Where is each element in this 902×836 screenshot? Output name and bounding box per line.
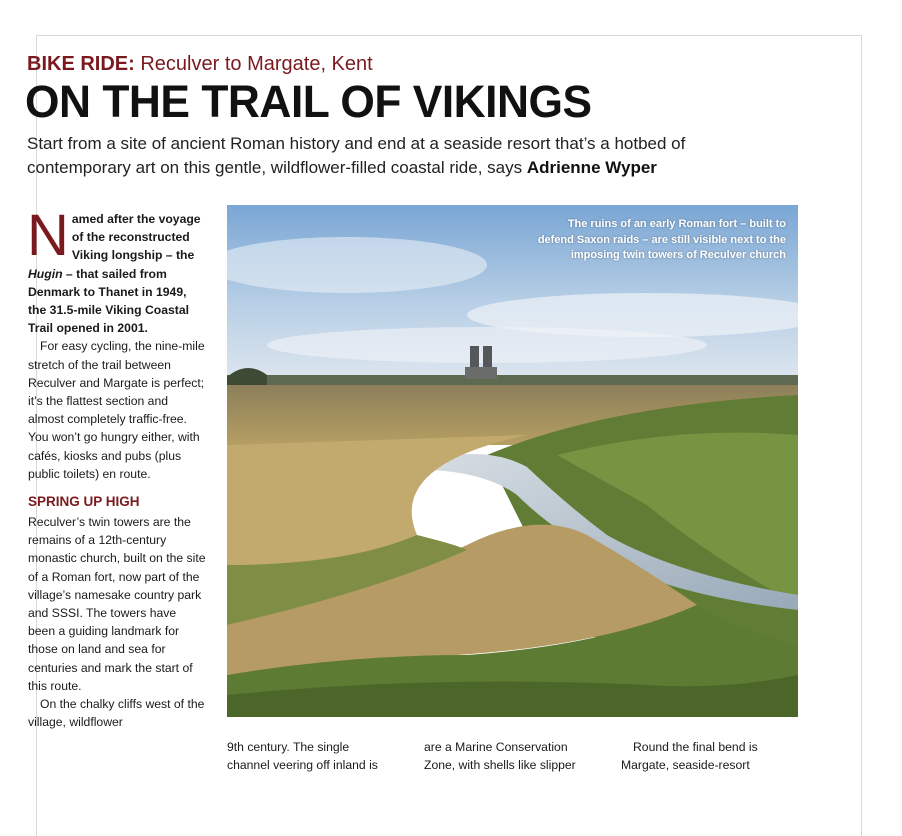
- bottom-column-1: [227, 738, 387, 774]
- intro-italic: Hugin: [28, 266, 63, 281]
- bottom-text-1: 9th century. The single channel veering off inland is: [227, 740, 378, 773]
- standfirst: [27, 132, 727, 180]
- bottom-column-3: [621, 738, 781, 774]
- standfirst-text: Start from a site of ancient Roman history and end at a seaside resort that’s a hotbed of contemporary art on this gentle, wildflower-filled coastal ride, says: [27, 134, 686, 177]
- body-paragraph-3: On the chalky cliffs west of the village, wildflower: [28, 697, 205, 730]
- body-paragraph-1: For easy cycling, the nine-mile stretch of the trail between Reculver and Margate is perfect; it’s the flattest section and almost completely traffic-free. You won’t go hungry either, with cafés, kiosks and pubs (plus public toilets) en route.: [28, 339, 205, 481]
- bottom-column-2: [424, 738, 584, 774]
- bottom-columns: [227, 738, 798, 778]
- kicker: [27, 52, 373, 76]
- body-paragraph-2: Reculver’s twin towers are the remains of a 12th-century monastic church, built on the site of a Roman fort, now part of the village’s namesake country park and SSSI. The towers have been a guiding landmark for those on land and sea for centuries and mark the start of this route.: [28, 515, 206, 693]
- landscape-photo: [227, 205, 798, 717]
- kicker-route: Reculver to Margate, Kent: [140, 53, 373, 75]
- left-column: [27, 203, 206, 731]
- bottom-text-3: Round the final bend is Margate, seaside-resort: [621, 740, 758, 773]
- bottom-text-2: are a Marine Conservation Zone, with shells like slipper: [424, 740, 576, 773]
- subhead: SPRING UP HIGH: [28, 494, 140, 510]
- drop-cap: N: [27, 203, 69, 268]
- intro-paragraph: [27, 203, 206, 337]
- kicker-label: BIKE RIDE:: [27, 53, 135, 75]
- photo-illustration: [227, 205, 798, 717]
- headline: ON THE TRAIL OF VIKINGS: [25, 76, 592, 127]
- byline: Adrienne Wyper: [526, 158, 657, 177]
- intro-part2: – that sailed from Denmark to Thanet in 1949, the 31.5-mile Viking Coastal Trail opened in 2001.: [28, 266, 189, 336]
- photo-caption: The ruins of an early Roman fort – built to defend Saxon raids – are still visible next to the imposing twin towers of Reculver church: [537, 218, 786, 261]
- intro-part1: amed after the voyage of the reconstructed Viking longship – the: [71, 212, 201, 263]
